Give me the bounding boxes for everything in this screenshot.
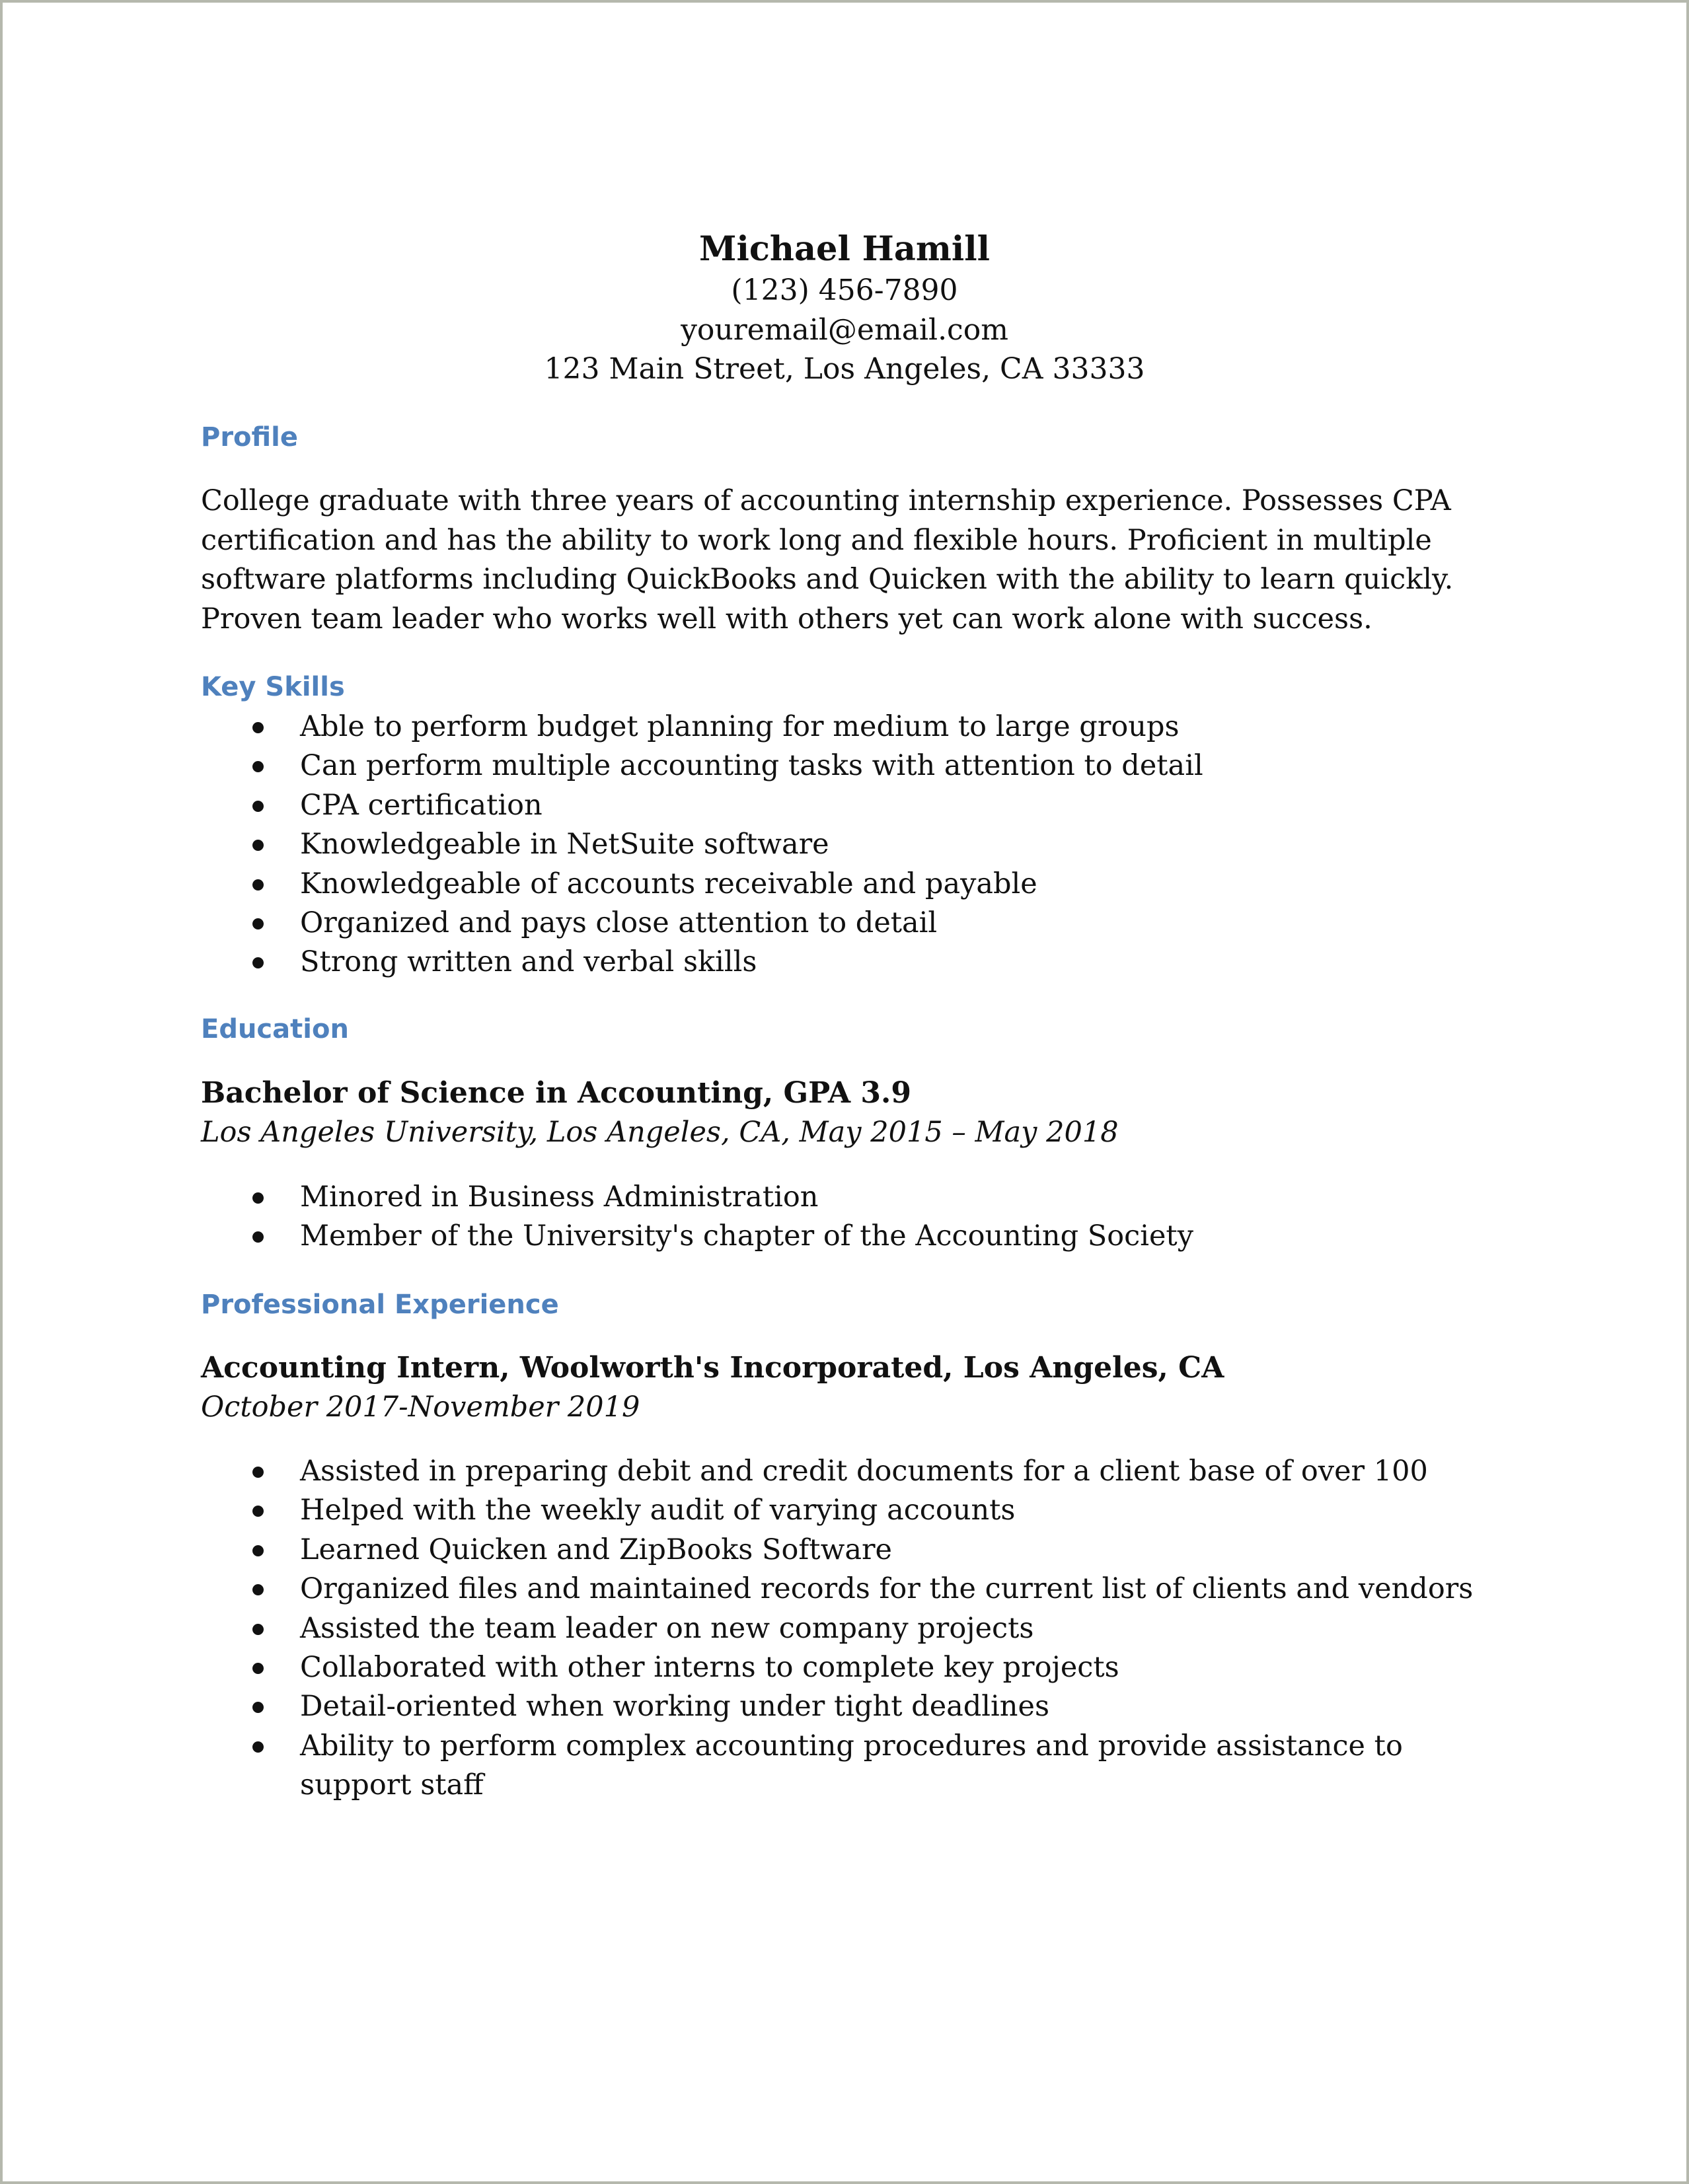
key-skills-list — [201, 708, 1522, 982]
list-item — [201, 1217, 1522, 1256]
list-item-text: Organized and pays close attention to detail — [300, 906, 938, 940]
list-item — [201, 1491, 1522, 1530]
list-item-text: Detail-oriented when working under tight deadlines — [300, 1690, 1050, 1724]
list-item — [201, 1452, 1522, 1491]
list-item-text: Can perform multiple accounting tasks with attention to detail — [300, 749, 1203, 783]
profile-line: Proven team leader who works well with others yet can work alone with success. — [201, 602, 1372, 636]
bullet-icon — [252, 918, 264, 929]
bullet-icon — [252, 801, 264, 812]
profile-line: College graduate with three years of accounting internship experience. Possesses CPA — [201, 484, 1451, 517]
list-item-text: Collaborated with other interns to complete key projects — [300, 1651, 1119, 1685]
list-item — [201, 1178, 1522, 1217]
list-item-text: Knowledgeable in NetSuite software — [300, 828, 829, 861]
profile-paragraph — [201, 482, 1522, 639]
list-item — [201, 1570, 1522, 1609]
school-line: Los Angeles University, Los Angeles, CA, May 2015 – May 2018 — [201, 1116, 1119, 1149]
list-item — [201, 1648, 1522, 1687]
bullet-icon — [252, 1663, 264, 1674]
bullet-icon — [252, 1545, 264, 1556]
list-item-text: Strong written and verbal skills — [300, 945, 757, 979]
list-item — [201, 746, 1522, 785]
list-item-continuation — [201, 1766, 1522, 1805]
list-item-text: Ability to perform complex accounting procedures and provide assistance to — [300, 1729, 1403, 1763]
list-item — [201, 825, 1522, 864]
bullet-icon — [252, 1702, 264, 1713]
profile-line: software platforms including QuickBooks and Quicken with the ability to learn quickly. — [201, 563, 1454, 596]
phone-number: (123) 456-7890 — [731, 273, 958, 307]
list-item — [201, 786, 1522, 825]
list-item-text: Member of the University's chapter of the Accounting Society — [300, 1219, 1194, 1253]
list-item — [201, 1531, 1522, 1570]
list-item-text: Able to perform budget planning for medium to large groups — [300, 710, 1180, 743]
list-item-text: Helped with the weekly audit of varying accounts — [300, 1494, 1016, 1527]
bullet-icon — [252, 1192, 264, 1204]
bullet-icon — [252, 1584, 264, 1595]
degree-title: Bachelor of Science in Accounting, GPA 3.9 — [201, 1076, 911, 1110]
list-item-text: Organized files and maintained records for the current list of clients and vendors — [300, 1572, 1474, 1606]
experience-heading: Professional Experience — [201, 1290, 559, 1320]
list-item-text: Minored in Business Administration — [300, 1181, 819, 1214]
list-item — [201, 904, 1522, 943]
key-skills-heading: Key Skills — [201, 672, 345, 702]
list-item-text: CPA certification — [300, 788, 543, 822]
list-item-text: Learned Quicken and ZipBooks Software — [300, 1533, 893, 1566]
list-item — [201, 1727, 1522, 1766]
list-item-text: Assisted in preparing debit and credit documents for a client base of over 100 — [300, 1455, 1428, 1488]
list-item-text: Knowledgeable of accounts receivable and payable — [300, 867, 1037, 900]
bullet-icon — [252, 1467, 264, 1478]
experience-list — [201, 1452, 1522, 1805]
education-heading: Education — [201, 1014, 349, 1044]
job-title: Accounting Intern, Woolworth's Incorporated, Los Angeles, CA — [201, 1351, 1224, 1385]
list-item-text: Assisted the team leader on new company projects — [300, 1611, 1034, 1645]
bullet-icon — [252, 1231, 264, 1243]
bullet-icon — [252, 957, 264, 968]
list-item — [201, 1687, 1522, 1726]
bullet-icon — [252, 1506, 264, 1517]
bullet-icon — [252, 722, 264, 733]
email-address: youremail@email.com — [681, 313, 1008, 347]
resume-name: Michael Hamill — [699, 229, 990, 269]
education-list — [201, 1178, 1522, 1256]
list-item — [201, 865, 1522, 904]
list-item — [201, 708, 1522, 746]
job-dates: October 2017-November 2019 — [201, 1391, 640, 1424]
profile-line: certification and has the ability to work long and flexible hours. Proficient in multiple — [201, 523, 1432, 557]
list-item-text: support staff — [300, 1768, 484, 1802]
bullet-icon — [252, 1624, 264, 1635]
list-item — [201, 1609, 1522, 1648]
profile-heading: Profile — [201, 422, 299, 453]
bullet-icon — [252, 1741, 264, 1753]
list-item — [201, 943, 1522, 982]
bullet-icon — [252, 840, 264, 851]
bullet-icon — [252, 879, 264, 891]
bullet-icon — [252, 761, 264, 772]
street-address: 123 Main Street, Los Angeles, CA 33333 — [544, 352, 1145, 386]
